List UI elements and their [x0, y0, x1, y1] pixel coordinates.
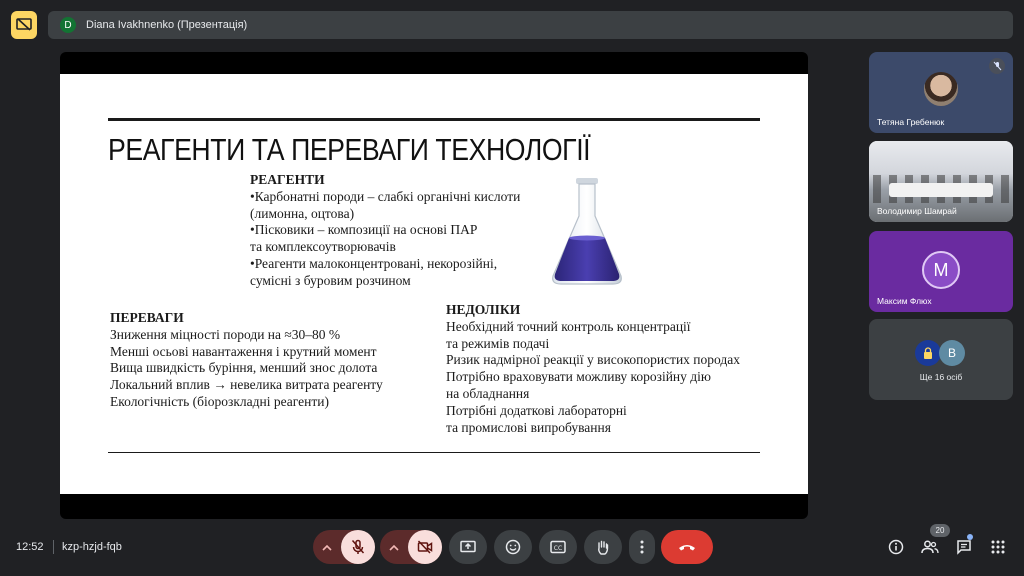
flask-icon — [549, 176, 625, 288]
apps-grid-icon[interactable] — [988, 537, 1008, 557]
slide-bottom-rule — [108, 452, 760, 453]
divider — [53, 540, 54, 554]
participant-video — [924, 72, 958, 106]
participant-tile[interactable] — [869, 52, 1013, 133]
advantages-block — [110, 310, 430, 411]
slide-top-rule — [108, 118, 760, 121]
present-screen-button[interactable] — [449, 530, 487, 564]
drawbacks-line: Необхідний точний контроль концентрації — [446, 318, 691, 334]
reagents-line: •Реагенти малоконцентровані, некорозійні, — [250, 255, 498, 271]
advantages-heading: ПЕРЕВАГИ — [110, 310, 184, 325]
avatar: B — [939, 340, 965, 366]
participant-tile[interactable] — [869, 231, 1013, 312]
more-participants-label: Ще 16 осіб — [919, 372, 963, 382]
drawbacks-line: та промислові випробування — [446, 419, 611, 435]
chat-unread-dot — [967, 534, 973, 540]
reagents-line: сумісні з буровим розчином — [250, 272, 411, 288]
participant-tile[interactable] — [869, 141, 1013, 222]
drawbacks-line: Ризик надмірної реакції у високопористих породах — [446, 352, 740, 368]
drawbacks-line: Потрібно враховувати можливу корозійну дію — [446, 369, 711, 385]
end-call-button[interactable] — [661, 530, 713, 564]
captions-button[interactable] — [539, 530, 577, 564]
mic-options-chevron-icon[interactable] — [315, 530, 339, 564]
camera-options-chevron-icon[interactable] — [382, 530, 406, 564]
lock-icon — [915, 340, 941, 366]
advantages-line: Зниження міцності породи на ≈30–80 % — [110, 326, 341, 342]
more-options-button[interactable] — [629, 530, 655, 564]
reagents-line: •Пісковики – композиції на основі ПАР — [250, 222, 478, 238]
presenter-bar — [48, 11, 1013, 39]
drawbacks-block — [446, 302, 796, 436]
people-icon[interactable] — [920, 537, 940, 557]
room-table — [889, 183, 993, 197]
clock: 12:52 — [16, 541, 44, 553]
reagents-line: •Карбонатні породи – слабкі органічні кислоти — [250, 188, 521, 204]
meeting-code: kzp-hzjd-fqb — [62, 541, 122, 553]
reagents-line: та комплексоутворювачів — [250, 239, 396, 255]
camera-off-button[interactable] — [408, 530, 442, 564]
avatar: M — [922, 251, 960, 289]
participant-name: Володимир Шамрай — [877, 206, 957, 216]
advantages-line: Екологічність (біорозкладні реагенти) — [110, 393, 329, 409]
presentation-stage — [60, 52, 808, 519]
present-off-icon[interactable] — [11, 11, 37, 39]
info-icon[interactable] — [886, 537, 906, 557]
raise-hand-button[interactable] — [584, 530, 622, 564]
reagents-block — [250, 172, 550, 290]
presenter-avatar: D — [60, 17, 76, 33]
more-participants-tile[interactable] — [869, 319, 1013, 400]
slide-title: РЕАГЕНТИ ТА ПЕРЕВАГИ ТЕХНОЛОГІЇ — [108, 132, 591, 167]
mic-off-icon — [989, 58, 1005, 74]
participant-name: Тетяна Гребенюк — [877, 117, 945, 127]
slide — [60, 74, 808, 494]
reagents-line: (лимонна, оцтова) — [250, 205, 355, 221]
emoji-button[interactable] — [494, 530, 532, 564]
mic-off-button[interactable] — [341, 530, 375, 564]
svg-text:CC: CC — [553, 545, 563, 552]
reagents-heading: РЕАГЕНТИ — [250, 172, 325, 187]
advantages-line: Вища швидкість буріння, менший знос долота — [110, 360, 378, 376]
advantages-line: Локальний вплив → невелика витрата реагенту — [110, 377, 383, 393]
drawbacks-heading: НЕДОЛІКИ — [446, 302, 521, 317]
presenter-title: Diana Ivakhnenko (Презентація) — [86, 19, 248, 31]
drawbacks-line: та режимів подачі — [446, 335, 550, 351]
participant-name: Максим Флюх — [877, 296, 932, 306]
advantages-line: Менші осьові навантаження і крутний момент — [110, 343, 377, 359]
drawbacks-line: на обладнання — [446, 385, 530, 401]
drawbacks-line: Потрібні додаткові лабораторні — [446, 402, 627, 418]
chat-icon[interactable] — [954, 537, 974, 557]
avatar-stack — [915, 340, 965, 366]
people-count-badge: 20 — [930, 524, 950, 537]
